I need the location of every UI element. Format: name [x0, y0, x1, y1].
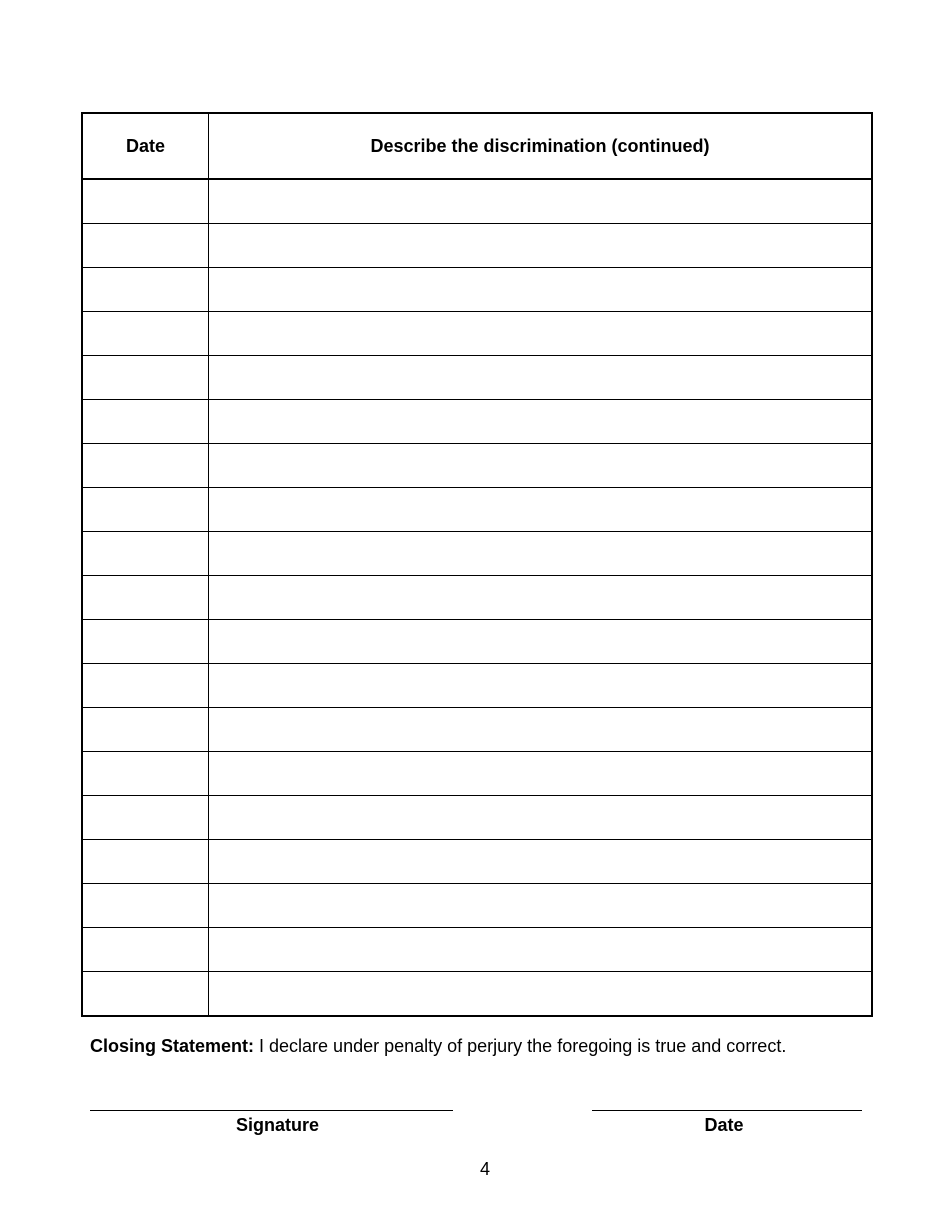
- table-row: [83, 576, 871, 620]
- description-cell[interactable]: [209, 532, 871, 575]
- description-cell[interactable]: [209, 224, 871, 267]
- date-cell[interactable]: [83, 796, 209, 839]
- date-cell[interactable]: [83, 312, 209, 355]
- date-cell[interactable]: [83, 488, 209, 531]
- table-row: [83, 268, 871, 312]
- date-cell[interactable]: [83, 884, 209, 927]
- description-cell[interactable]: [209, 796, 871, 839]
- table-row: [83, 928, 871, 972]
- description-cell[interactable]: [209, 840, 871, 883]
- date-cell[interactable]: [83, 752, 209, 795]
- description-cell[interactable]: [209, 444, 871, 487]
- table-row: [83, 664, 871, 708]
- table-body: [83, 180, 871, 1015]
- signature-date-label: Date: [704, 1115, 744, 1135]
- closing-statement-text: I declare under penalty of perjury the foregoing is true and correct.: [254, 1036, 787, 1056]
- date-cell[interactable]: [83, 576, 209, 619]
- description-column-header: [209, 114, 871, 178]
- table-row: [83, 180, 871, 224]
- closing-statement: [90, 1036, 786, 1057]
- date-cell[interactable]: [83, 664, 209, 707]
- date-header-label: Date: [125, 135, 165, 156]
- table-row: [83, 400, 871, 444]
- description-cell[interactable]: [209, 708, 871, 751]
- table-row: [83, 620, 871, 664]
- description-cell[interactable]: [209, 972, 871, 1015]
- description-cell[interactable]: [209, 664, 871, 707]
- description-cell[interactable]: [209, 312, 871, 355]
- table-row: [83, 884, 871, 928]
- description-cell[interactable]: [209, 884, 871, 927]
- description-cell[interactable]: [209, 620, 871, 663]
- table-row: [83, 708, 871, 752]
- table-row: [83, 752, 871, 796]
- signature-label: Signature: [235, 1115, 319, 1135]
- closing-statement-label: Closing Statement:: [90, 1036, 255, 1056]
- table-row: [83, 224, 871, 268]
- description-cell[interactable]: [209, 928, 871, 971]
- date-cell[interactable]: [83, 180, 209, 223]
- date-cell[interactable]: [83, 972, 209, 1015]
- date-cell[interactable]: [83, 444, 209, 487]
- description-cell[interactable]: [209, 356, 871, 399]
- description-cell[interactable]: [209, 752, 871, 795]
- date-cell[interactable]: [83, 928, 209, 971]
- table-row: [83, 796, 871, 840]
- table-row: [83, 356, 871, 400]
- date-cell[interactable]: [83, 268, 209, 311]
- table-row: [83, 444, 871, 488]
- table-header-row: [83, 114, 871, 180]
- table-row: [83, 840, 871, 884]
- table-row: [83, 532, 871, 576]
- signature-line[interactable]: [90, 1110, 453, 1111]
- signature-date-line[interactable]: [592, 1110, 862, 1111]
- date-cell[interactable]: [83, 708, 209, 751]
- description-cell[interactable]: [209, 180, 871, 223]
- date-column-header: [83, 114, 209, 178]
- description-cell[interactable]: [209, 268, 871, 311]
- description-header-label: Describe the discrimination (continued): [370, 135, 710, 156]
- discrimination-table: [81, 112, 873, 1017]
- date-cell[interactable]: [83, 840, 209, 883]
- description-cell[interactable]: [209, 576, 871, 619]
- date-cell[interactable]: [83, 532, 209, 575]
- description-cell[interactable]: [209, 400, 871, 443]
- date-cell[interactable]: [83, 224, 209, 267]
- table-row: [83, 312, 871, 356]
- table-row: [83, 488, 871, 532]
- page-number: 4: [479, 1159, 490, 1179]
- date-cell[interactable]: [83, 620, 209, 663]
- table-row: [83, 972, 871, 1015]
- date-cell[interactable]: [83, 400, 209, 443]
- description-cell[interactable]: [209, 488, 871, 531]
- date-cell[interactable]: [83, 356, 209, 399]
